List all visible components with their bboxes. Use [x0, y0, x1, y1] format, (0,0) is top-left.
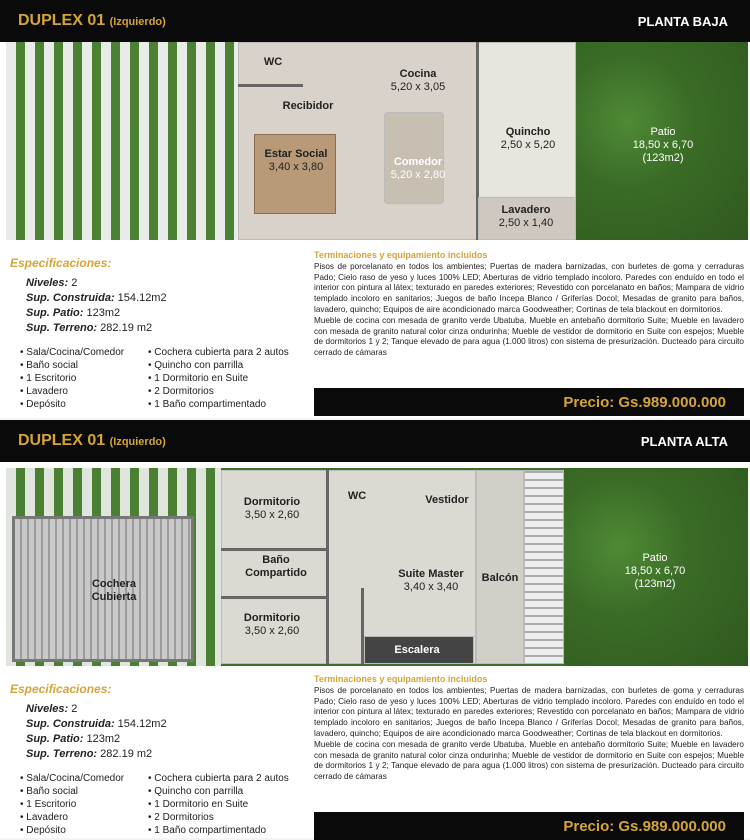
list-item: • Baño social [20, 360, 78, 371]
term-paragraph-1: Pisos de porcelanato en todos los ambientes; Puertas de madera barnizadas, con burletes de goma y cerraduras Pado; Cielo raso de yeso y luces 100% LED; Aberturas de vidrio templado incoloro. Paredes con enduído en todo el interior con pintura al látex; texturado en paredes exteriores; Revestido con porcelanato en baños; Mampara de vidrio templado incoloro en sanitarios; Juegos de baño Incepa Blanco / Griferías Docol; Mesadas de granito para baños, lavadero, quincho; Equipos de aire acondicionado marca Goodweather; Cortinas de tela blackout en dormitorios. [314, 685, 744, 738]
list-item: • Lavadero [20, 812, 68, 823]
garden-walkway [6, 42, 238, 240]
spec-sup-construida: Sup. Construida: 154.12m2 [26, 292, 167, 304]
room-balcon: Balcón [481, 572, 519, 584]
term-paragraph-2: Mueble de cocina con mesada de granito verde Ubatuba. Mueble en antebaño dormitorio Suite; Mueble en lavadero con mesada de granito natural color cinza ondurinha; Mueble de vestidor de dormitorio en Suite con espejos; Mueble de dormitorios 1 y 2; Tanque elevado de para agua (1.000 litros) con sistema de presurización. Ducteado para circuito cerrado de cámaras [314, 739, 744, 782]
list-item: • 1 Escritorio [20, 799, 77, 810]
floor-plan [6, 468, 748, 666]
list-item: • Lavadero [20, 386, 68, 397]
room-suite-master: Suite Master 3,40 x 3,40 [398, 568, 464, 593]
spec-sup-terreno: Sup. Terreno: 282.19 m2 [26, 322, 153, 334]
list-item: • 1 Escritorio [20, 373, 77, 384]
duplex-subtitle: (Izquierdo) [109, 16, 166, 28]
room-lavadero: Lavadero 2,50 x 1,40 [498, 204, 554, 229]
sofa-area [254, 134, 336, 214]
room-estar-social: Estar Social 3,40 x 3,80 [264, 148, 328, 173]
room-vestidor: Vestidor [425, 494, 469, 506]
room-patio: Patio 18,50 x 6,70 (123m2) [632, 126, 694, 164]
sheet-planta-alta [0, 420, 750, 838]
specifications [10, 256, 167, 336]
room-wc: WC [263, 56, 283, 68]
price-bar: Precio: Gs.989.000.000 [314, 812, 744, 840]
spec-title: Especificaciones: [10, 682, 112, 696]
spec-sup-patio: Sup. Patio: 123m2 [26, 307, 121, 319]
list-item: • Sala/Cocina/Comedor [20, 773, 125, 784]
room-dormitorio-1: Dormitorio 3,50 x 2,60 [243, 496, 301, 521]
list-item: • 1 Baño compartimentado [148, 399, 267, 410]
list-item: • Quincho con parrilla [148, 360, 244, 371]
spec-sup-patio: Sup. Patio: 123m2 [26, 733, 121, 745]
room-comedor: Comedor 5,20 x 2,80 [390, 156, 446, 181]
list-item: • Cochera cubierta para 2 autos [148, 773, 289, 784]
room-cocina: Cocina 5,20 x 3,05 [390, 68, 446, 93]
list-item: • Depósito [20, 399, 66, 410]
spec-title: Especificaciones: [10, 256, 112, 270]
room-patio: Patio 18,50 x 6,70 (123m2) [624, 552, 686, 590]
list-item: • 1 Baño compartimentado [148, 825, 267, 836]
spec-sup-terreno: Sup. Terreno: 282.19 m2 [26, 748, 153, 760]
list-item: • 1 Dormitorio en Suite [148, 799, 249, 810]
list-item: • 1 Dormitorio en Suite [148, 373, 249, 384]
sheet-planta-baja [0, 0, 750, 418]
term-paragraph-2: Mueble de cocina con mesada de granito verde Ubatuba. Mueble en antebaño dormitorio Suite; Mueble en lavadero con mesada de granito natural color cinza ondurinha; Mueble de vestidor de dormitorio en Suite con espejos; Mueble de dormitorios 1 y 2; Tanque elevado de para agua (1.000 litros) con sistema de presurización. Ducteado para circuito cerrado de cámaras [314, 315, 744, 358]
balcon-area [476, 470, 524, 664]
room-escalera: Escalera [394, 644, 440, 656]
header-bar [0, 0, 750, 42]
list-item: • 2 Dormitorios [148, 386, 214, 397]
list-item: • 2 Dormitorios [148, 812, 214, 823]
term-title: Terminaciones y equipamiento incluidos [314, 250, 488, 260]
duplex-subtitle: (Izquierdo) [109, 436, 166, 448]
list-item: • Depósito [20, 825, 66, 836]
list-item: • Cochera cubierta para 2 autos [148, 347, 289, 358]
term-paragraph-1: Pisos de porcelanato en todos los ambientes; Puertas de madera barnizadas, con burletes de goma y cerraduras Pado; Cielo raso de yeso y luces 100% LED; Aberturas de vidrio templado incoloro. Paredes con enduído en todo el interior con pintura al látex; texturado en paredes exteriores; Revestido con porcelanato en baños; Mampara de vidrio templado incoloro en sanitarios; Juegos de baño Incepa Blanco / Griferías Docol; Mesadas de granito para baños, lavadero, quincho; Equipos de aire acondicionado marca Goodweather; Cortinas de tela blackout en dormitorios. [314, 261, 744, 314]
duplex-title: DUPLEX 01 (Izquierdo) [18, 12, 166, 29]
balcon-rail [524, 470, 564, 664]
duplex-title: DUPLEX 01 (Izquierdo) [18, 432, 166, 449]
list-item: • Baño social [20, 786, 78, 797]
spec-niveles: Niveles: 2 [26, 703, 78, 715]
floor-label: PLANTA ALTA [640, 434, 728, 449]
room-cochera: Cochera Cubierta [91, 578, 137, 603]
specifications [10, 682, 167, 762]
terminaciones [314, 250, 744, 359]
room-dormitorio-2: Dormitorio 3,50 x 2,60 [243, 612, 301, 637]
room-wc: WC [347, 490, 367, 502]
price-bar: Precio: Gs.989.000.000 [314, 388, 744, 416]
list-item: • Sala/Cocina/Comedor [20, 347, 125, 358]
terminaciones [314, 674, 744, 783]
room-recibidor: Recibidor [282, 100, 334, 112]
list-item: • Quincho con parrilla [148, 786, 244, 797]
spec-niveles: Niveles: 2 [26, 277, 78, 289]
room-quincho: Quincho 2,50 x 5,20 [500, 126, 556, 151]
room-bano-compartido: Baño Compartido [245, 554, 307, 579]
header-bar [0, 420, 750, 462]
floor-plan [6, 42, 748, 240]
term-title: Terminaciones y equipamiento incluidos [314, 674, 488, 684]
floor-label: PLANTA BAJA [637, 14, 728, 29]
spec-sup-construida: Sup. Construida: 154.12m2 [26, 718, 167, 730]
